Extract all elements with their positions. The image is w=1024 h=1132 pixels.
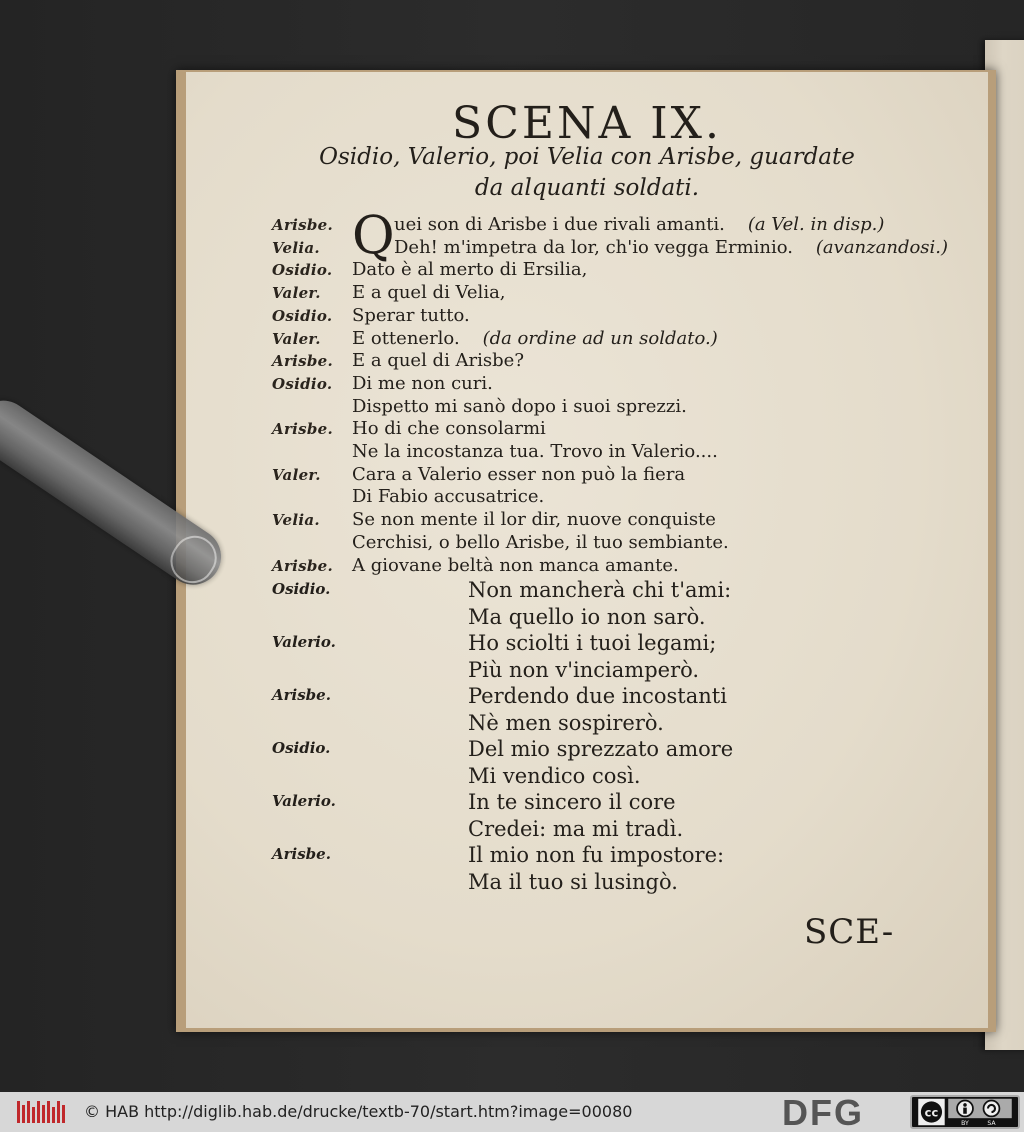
dialogue-line [352,282,506,303]
dialogue-text: Deh! m'impetra da lor, ch'io vegga Erminio. [394,236,793,258]
book-page [186,72,988,1028]
speaker-label: Osidio. [272,374,333,393]
dialogue-text: Ne la incostanza tua. Trovo in Valerio.... [352,441,718,462]
dfg-logo-text: DFG [782,1096,864,1128]
dialogue-text: E a quel di Arisbe? [352,350,524,372]
speaker-label: Velia. [272,238,320,257]
verse-line: Ma il tuo si lusingò. [468,869,678,894]
verse-speaker-label: Arisbe. [272,686,331,704]
svg-text:cc: cc [924,1105,939,1120]
speaker-label: Valer. [272,465,321,484]
dialogue-text: Di me non curi. [352,372,493,394]
dialogue-text: Se non mente il lor dir, nuove conquiste [352,509,716,531]
dialogue-text: Sperar tutto. [352,304,470,326]
dialogue-text: Di Fabio accusatrice. [352,486,545,508]
svg-text:SA: SA [987,1120,996,1128]
dialogue-line [352,350,524,371]
verse-line: Del mio sprezzato amore [468,737,734,761]
dialogue-text: uei son di Arisbe i due rivali amanti. [394,214,725,235]
dialogue-text: Dispetto mi sanò dopo i suoi sprezzi. [352,395,687,417]
dialogue-text: Dato è al merto di Ersilia, [352,259,588,281]
speaker-label: Arisbe. [272,216,334,234]
verse-line: Più non v'inciamperò. [468,657,700,682]
dialogue-text: E a quel di Velia, [352,282,506,304]
dialogue-line [352,486,544,507]
verse-speaker-label: Arisbe. [272,845,331,863]
dialogue-text: Cerchisi, o bello Arisbe, il tuo sembiante. [352,531,729,553]
subtitle-line-2: da alquanti soldati. [474,175,700,201]
catchword: SCE- [804,912,895,952]
copyright-link[interactable]: © HAB http://diglib.hab.de/drucke/textb-70/start.htm?image=00080 [84,1102,633,1121]
verse-line: In te sincero il core [468,790,676,814]
speaker-label: Arisbe. [272,556,334,575]
dialogue-text: E ottenerlo. [352,327,460,349]
dialogue-line [352,418,546,439]
page-title: SCENA IX. [452,98,722,149]
dialogue-line [352,259,587,280]
dialogue-line [352,396,687,417]
speaker-label: Valer. [272,284,321,303]
dialogue-line [352,441,718,462]
dialogue-line [352,373,493,394]
hab-logo-icon[interactable] [16,1099,68,1125]
speaker-label: Velia. [272,511,320,530]
svg-text:BY: BY [961,1120,969,1128]
verse-line: Nè men sospirerò. [468,710,664,735]
speaker-label: Arisbe. [272,420,334,439]
verse-line: Ma quello io non sarò. [468,604,706,629]
speaker-label: Osidio. [272,306,333,325]
footer-bar [0,1092,1024,1132]
dialogue-text: Ho di che consolarmi [352,418,546,440]
dialogue-line [352,328,718,349]
dialogue-text: A giovane beltà non manca amante. [352,554,679,576]
dialogue-line [352,464,685,485]
speaker-label: Arisbe. [272,352,334,371]
dialogue-text: Cara a Valerio esser non può la fiera [352,463,686,485]
dialogue-line [394,237,948,258]
dfg-logo[interactable] [780,1096,896,1128]
verse-line: Credei: ma mi tradì. [468,816,684,841]
verse-speaker-label: Osidio. [272,580,331,598]
verse-speaker-label: Valerio. [272,792,336,810]
dialogue-line [352,509,716,530]
stage-direction: (a Vel. in disp.) [747,214,885,235]
drop-cap: Q [352,206,395,266]
dialogue-line [394,214,884,235]
stage-direction: (avanzandosi.) [815,236,949,258]
verse-speaker-label: Valerio. [272,633,336,651]
dialogue-line [352,532,729,553]
subtitle-line-1: Osidio, Valerio, poi Velia con Arisbe, guardate [319,144,855,170]
speaker-label: Osidio. [272,261,333,280]
verse-line: Non mancherà chi t'ami: [468,578,732,602]
verse-line: Il mio non fu impostore: [468,843,725,867]
dialogue-line [352,305,470,326]
dialogue-line [352,555,679,576]
verse-line: Ho sciolti i tuoi legami; [468,631,717,655]
verse-line: Mi vendico così. [468,763,641,788]
cc-by-sa-license-icon[interactable] [910,1095,1020,1129]
verse-speaker-label: Osidio. [272,739,331,757]
verse-line: Perdendo due incostanti [468,684,727,708]
stage-direction: (da ordine ad un soldato.) [482,327,718,349]
speaker-label: Valer. [272,329,321,348]
